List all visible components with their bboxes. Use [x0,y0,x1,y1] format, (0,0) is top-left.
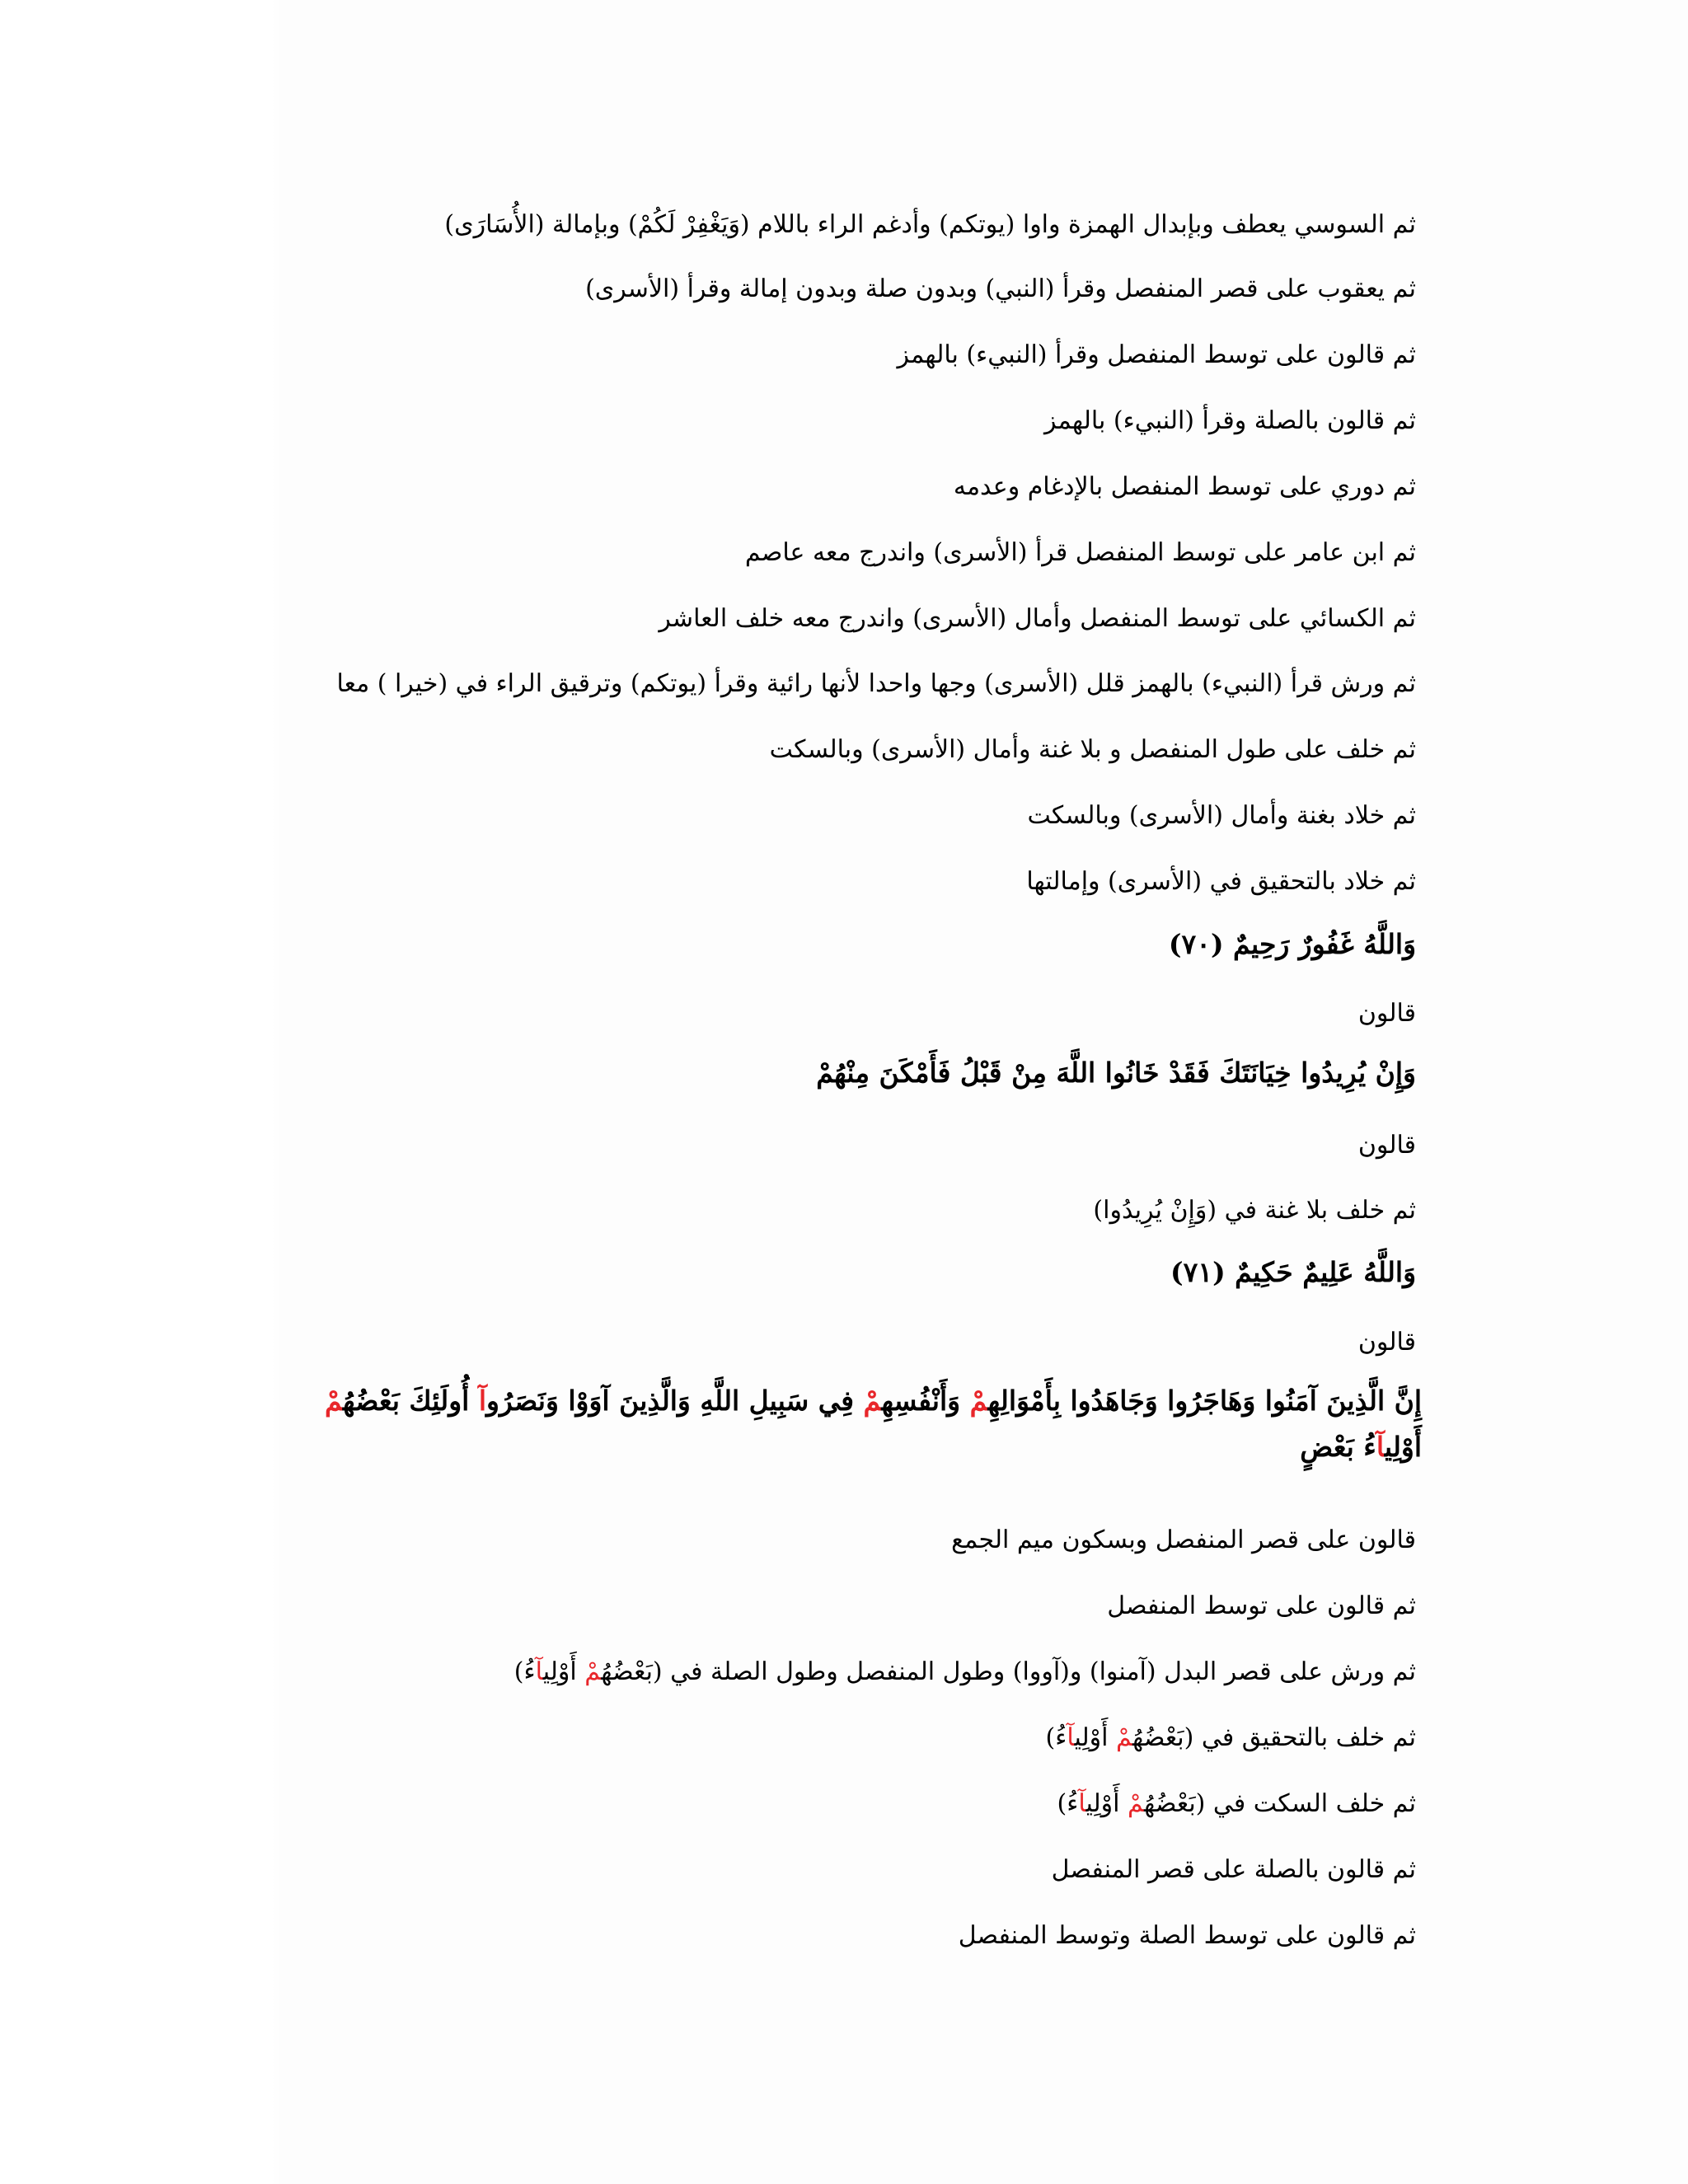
text-segment: ثم خلف السكت في (بَعْضُهُ [1144,1789,1416,1818]
verse-line: وَاللَّهُ غَفُورٌ رَحِيمٌ (٧٠) [1168,928,1416,960]
verse-line: وَاللَّهُ عَلِيمٌ حَكِيمٌ (٧١) [1170,1256,1416,1288]
text-line [1057,1784,1416,1824]
highlighted-segment: آ [1067,1723,1075,1752]
highlighted-segment: مْ [584,1657,602,1686]
text-line: ثم السوسي يعطف وبإبدال الهمزة واوا (يوتكم) وأدغم الراء باللام (وَيَغْفِرْ لَكُمْ) وبإمالة (الأُسَارَى) [444,210,1416,239]
text-segment: ءُ) [1045,1723,1067,1752]
verse-segment: وَأَنْفُسِهِ [881,1385,970,1417]
text-line: قالون على قصر المنفصل وبسكون ميم الجمع [951,1526,1416,1554]
text-line: ثم قالون على توسط المنفصل وقرأ (النبيء) بالهمز [897,340,1416,369]
text-line: ثم قالون على توسط المنفصل [1107,1591,1416,1620]
highlighted-segment: آ [1078,1789,1086,1818]
text-segment: أَوْلِي [542,1657,585,1686]
text-line: ثم قالون بالصلة على قصر المنفصل [1051,1855,1416,1884]
text-line: ثم قالون بالصلة وقرأ (النبيء) بالهمز [1044,406,1416,435]
verse-segment: إِنَّ الَّذِينَ آمَنُوا وَهَاجَرُوا وَجَاهَدُوا بِأَمْوَالِهِ [987,1385,1422,1417]
text-line: ثم خلف بلا غنة في (وَإِنْ يُرِيدُوا) [1093,1196,1416,1225]
text-segment: أَوْلِي [1074,1723,1117,1752]
text-line: ثم دوري على توسط المنفصل بالإدغام وعدمه [953,472,1416,501]
verse-line: وَإِنْ يُرِيدُوا خِيَانَتَكَ فَقَدْ خَانُوا اللَّهَ مِنْ قَبْلُ فَأَمْكَنَ مِنْهُمْ [816,1057,1416,1089]
text-line: ثم خلاد بالتحقيق في (الأسرى) وإمالتها [1026,867,1416,896]
verse-segment: أَوْلِي [1384,1431,1422,1463]
reader-label: قالون [1357,1131,1416,1160]
verse-segment: فِي سَبِيلِ اللَّهِ وَالَّذِينَ آوَوْا وَنَصَرُو [486,1385,864,1417]
text-segment: ءُ) [1057,1789,1079,1818]
highlighted-segment: مْ [325,1385,343,1417]
text-segment: ثم ورش على قصر البدل (آمنوا) و(آووا) وطول المنفصل وطول الصلة في (بَعْضُهُ [601,1657,1416,1686]
reader-label: قالون [1357,1328,1416,1357]
highlighted-segment: مْ [863,1385,882,1417]
reader-label: قالون [1357,999,1416,1028]
highlighted-segment: آ [1376,1431,1385,1463]
highlighted-segment: مْ [969,1385,988,1417]
text-line: ثم خلاد بغنة وأمال (الأسرى) وبالسكت [1027,801,1416,830]
text-line: ثم قالون على توسط الصلة وتوسط المنفصل [958,1921,1416,1950]
text-line [514,1652,1416,1692]
verse-segment: أُولَئِكَ بَعْضُهُ [342,1385,479,1417]
verse-segment: ءُ بَعْضٍ [1300,1431,1376,1463]
text-segment: ءُ) [513,1657,536,1686]
highlighted-segment: مْ [1116,1723,1132,1752]
text-line: ثم الكسائي على توسط المنفصل وأمال (الأسرى) واندرج معه خلف العاشر [659,604,1416,633]
text-line: ثم يعقوب على قصر المنفصل وقرأ (النبي) وبدون صلة وبدون إمالة وقرأ (الأسرى) [585,274,1416,303]
verse-line [270,1378,1422,1470]
text-segment: ثم خلف بالتحقيق في (بَعْضُهُ [1132,1723,1416,1752]
text-line: ثم خلف على طول المنفصل و بلا غنة وأمال (الأسرى) وبالسكت [769,735,1416,764]
text-line: ثم ابن عامر على توسط المنفصل قرأ (الأسرى) واندرج معه عاصم [744,538,1416,567]
highlighted-segment: مْ [1128,1789,1145,1818]
text-line: ثم ورش قرأ (النبيء) بالهمز قلل (الأسرى) وجها واحدا لأنها رائية وقرأ (يوتكم) وترقيق الراء في (خيرا ) معا [336,669,1416,698]
highlighted-segment: آ [535,1657,543,1686]
text-line [1046,1718,1417,1758]
text-segment: أَوْلِي [1085,1789,1128,1818]
highlighted-segment: آ [478,1385,486,1417]
